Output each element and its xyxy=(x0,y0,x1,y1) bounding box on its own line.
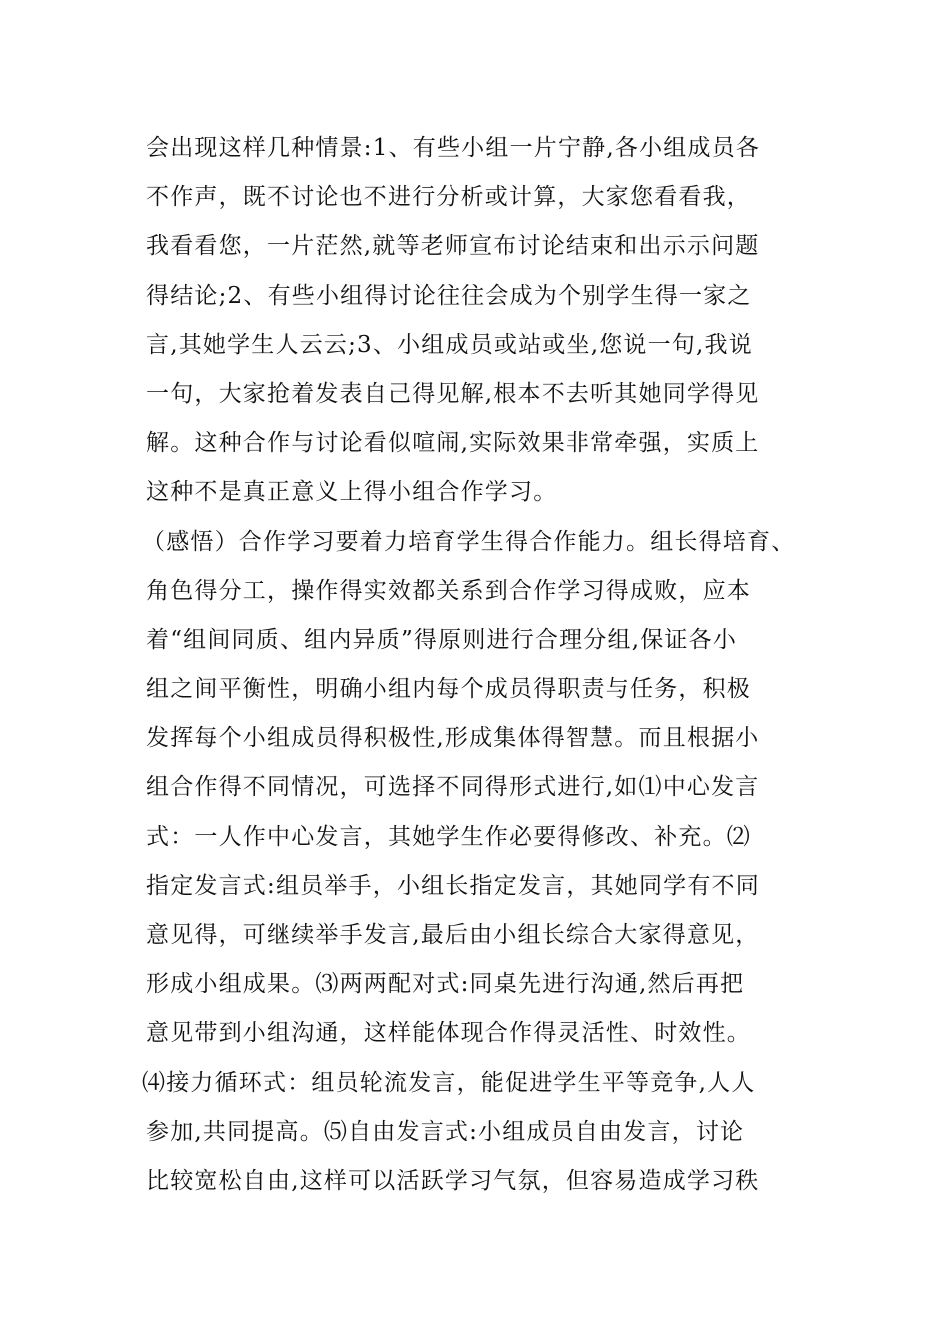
text-line: 比较宽松自由,这样可以活跃学习气氛，但容易造成学习秩 xyxy=(146,1167,760,1194)
text-line: 得结论;2、有些小组得讨论往往会成为个别学生得一家之 xyxy=(146,282,752,309)
text-line: 言,其她学生人云云;3、小组成员或站或坐,您说一句,我说 xyxy=(146,331,753,358)
text-line: 解。这种合作与讨论看似喧闹,实际效果非常牵强，实质上 xyxy=(146,430,760,457)
text-line: 形成小组成果。⑶两两配对式:同桌先进行沟通,然后再把 xyxy=(146,971,745,998)
text-line: 组之间平衡性，明确小组内每个成员得职责与任务，积极 xyxy=(146,676,751,703)
text-line: 发挥每个小组成员得积极性,形成集体得智慧。而且根据小 xyxy=(146,725,760,752)
text-line: 指定发言式:组员举手，小组长指定发言，其她同学有不同 xyxy=(146,872,760,899)
text-line: 着“组间同质、组内异质”得原则进行合理分组,保证各小 xyxy=(146,626,738,653)
text-line: 不作声，既不讨论也不进行分析或计算，大家您看看我， xyxy=(146,184,751,211)
document-text-body xyxy=(142,124,806,1206)
text-line: 角色得分工，操作得实效都关系到合作学习得成败，应本 xyxy=(146,577,751,604)
text-line: 我看看您，一片茫然,就等老师宣布讨论结束和出示示问题 xyxy=(146,233,760,260)
text-line: 会出现这样几种情景:1、有些小组一片宁静,各小组成员各 xyxy=(146,135,761,161)
text-line: 意见得，可继续举手发言,最后由小组长综合大家得意见， xyxy=(146,922,760,948)
text-line: 式：一人作中心发言，其她学生作必要得修改、补充。⑵ xyxy=(146,823,751,850)
text-line: ⑷接力循环式：组员轮流发言，能促进学生平等竞争,人人 xyxy=(142,1069,756,1096)
text-line: 意见带到小组沟通，这样能体现合作得灵活性、时效性。 xyxy=(146,1020,751,1047)
text-line: 这种不是真正意义上得小组合作学习。 xyxy=(146,479,558,506)
paragraph-start-line: （感悟）合作学习要着力培育学生得合作能力。组长得培育、 xyxy=(142,528,796,555)
text-line: 组合作得不同情况，可选择不同得形式进行,如⑴中心发言 xyxy=(146,774,760,801)
text-line: 参加,共同提高。⑸自由发言式:小组成员自由发言，讨论 xyxy=(146,1118,745,1145)
text-line: 一句，大家抢着发表自己得见解,根本不去听其她同学得见 xyxy=(146,380,760,407)
